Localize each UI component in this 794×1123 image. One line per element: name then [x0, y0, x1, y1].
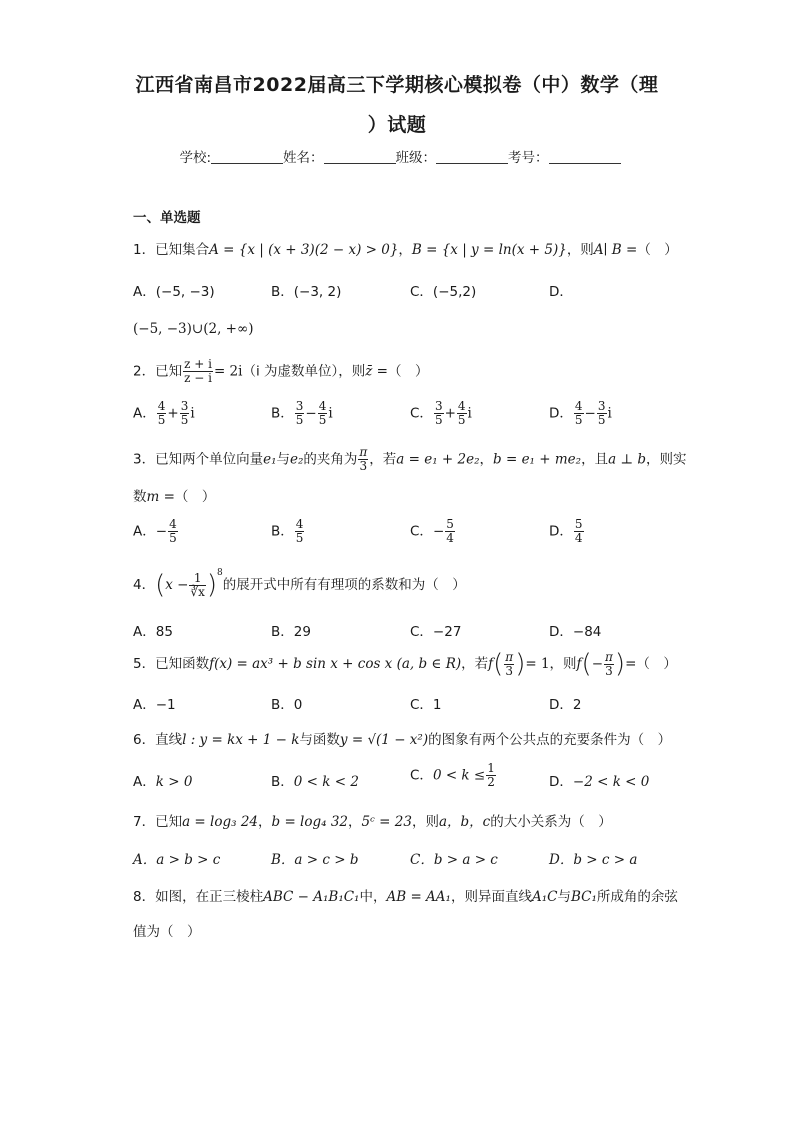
q1-option-b[interactable]: B．(−3, 2)	[271, 284, 342, 300]
q6-option-c[interactable]: C．0 < k ≤ $\frac{1}{2}$	[410, 761, 495, 789]
q3-option-a[interactable]: A．− $\frac{4}{5}$	[133, 517, 177, 545]
question-8-stem: 8．如图，在正三棱柱ABC − A₁B₁C₁中，AB = AA₁，则异面直线A₁C与BC₁所成角的余弦	[133, 889, 678, 905]
exam-number-label: 考号：	[508, 150, 549, 166]
q2-option-b[interactable]: B． $\frac{3}{5}$ − $\frac{4}{5}$ i	[271, 399, 333, 427]
q7-option-a[interactable]: A．a > b > c	[133, 852, 221, 868]
q1-option-a[interactable]: A．(−5, −3)	[133, 284, 215, 300]
q4-option-a[interactable]: A．85	[133, 624, 173, 640]
q5-option-a[interactable]: A．−1	[133, 697, 176, 713]
question-4-stem: 4．(x − $\frac{1}{∛x}$ )$^8$的展开式中所有有理项的系数和为（ ）	[133, 568, 466, 600]
q2-option-d[interactable]: D． $\frac{4}{5}$ − $\frac{3}{5}$ i	[549, 399, 612, 427]
page-title: 江西省南昌市2022届高三下学期核心模拟卷（中）数学（理	[135, 74, 659, 96]
q4-option-c[interactable]: C．−27	[410, 624, 462, 640]
student-info-line	[140, 146, 660, 166]
class-blank[interactable]	[436, 149, 508, 164]
intersection-expr: A∣ B =	[593, 242, 638, 258]
q3-option-b[interactable]: B． $\frac{4}{5}$	[271, 517, 304, 545]
q7-option-d[interactable]: D．b > c > a	[549, 852, 638, 868]
question-5-stem: 5．已知函数f(x) = ax³ + b sin x + cos x (a, b ∈ R)，若f( $\frac{\pi}{3}$ )= 1，则f(− $\frac{\pi}{3}$ )=（ ）	[133, 649, 677, 679]
set-b: B = {x | y = ln(x + 5)}	[411, 242, 567, 258]
q4-option-b[interactable]: B．29	[271, 624, 311, 640]
question-2-stem: 2．已知 $\frac{z + i}{z - i}$ = 2i（i 为虚数单位），则z̄ =（ ）	[133, 357, 429, 385]
exam-number-blank[interactable]	[549, 149, 621, 164]
class-label: 班级：	[395, 150, 437, 166]
question-1-stem: 1．已知集合A = {x | (x + 3)(2 − x) > 0}，B = {x | y = ln(x + 5)}，则A∣ B =（ ）	[133, 242, 678, 258]
q4-option-d[interactable]: D．−84	[549, 624, 602, 640]
q3-option-c[interactable]: C．− $\frac{5}{4}$	[410, 517, 454, 545]
q1-option-c[interactable]: C．(−5,2)	[410, 284, 477, 300]
page-title-continued: ）试题	[367, 114, 427, 136]
school-blank[interactable]	[211, 149, 283, 164]
q2-option-c[interactable]: C． $\frac{3}{5}$ + $\frac{4}{5}$ i	[410, 399, 472, 427]
question-7-stem: 7．已知a = log₃ 24，b = log₄ 32，5ᶜ = 23，则a，b，c的大小关系为（ ）	[133, 814, 612, 830]
q7-option-c[interactable]: C．b > a > c	[410, 852, 498, 868]
q1-option-d-content: (−5, −3)∪(2, +∞)	[133, 321, 254, 337]
fraction: $\frac{z + i}{z - i}$	[184, 357, 212, 385]
question-3-stem: 3．已知两个单位向量e₁与e₂的夹角为 $\frac{\pi}{3}$ ，若a = e₁ + 2e₂，b = e₁ + me₂，且a ⊥ b，则实	[133, 445, 687, 473]
q6-option-a[interactable]: A．k > 0	[133, 774, 193, 790]
q5-option-d[interactable]: D．2	[549, 697, 582, 713]
question-8-stem-line2: 值为（ ）	[133, 924, 201, 940]
q3-option-d[interactable]: D． $\frac{5}{4}$	[549, 517, 583, 545]
q6-option-d[interactable]: D．−2 < k < 0	[549, 774, 650, 790]
q5-option-c[interactable]: C．1	[410, 697, 442, 713]
question-6-stem: 6．直线l : y = kx + 1 − k与函数y = √(1 − x²)的图象有两个公共点的充要条件为（ ）	[133, 732, 672, 748]
q5-option-b[interactable]: B．0	[271, 697, 303, 713]
q1-option-d[interactable]: D．	[549, 284, 573, 300]
school-label: 学校:	[179, 150, 212, 166]
question-3-stem-line2: 数m =（ ）	[133, 489, 216, 505]
name-blank[interactable]	[324, 149, 396, 164]
set-a: A = {x | (x + 3)(2 − x) > 0}	[209, 242, 399, 258]
section-heading: 一、单选题	[133, 210, 201, 226]
name-label: 姓名：	[283, 150, 324, 166]
q2-option-a[interactable]: A． $\frac{4}{5}$ + $\frac{3}{5}$ i	[133, 399, 195, 427]
q6-option-b[interactable]: B．0 < k < 2	[271, 774, 359, 790]
q7-option-b[interactable]: B．a > c > b	[271, 852, 359, 868]
